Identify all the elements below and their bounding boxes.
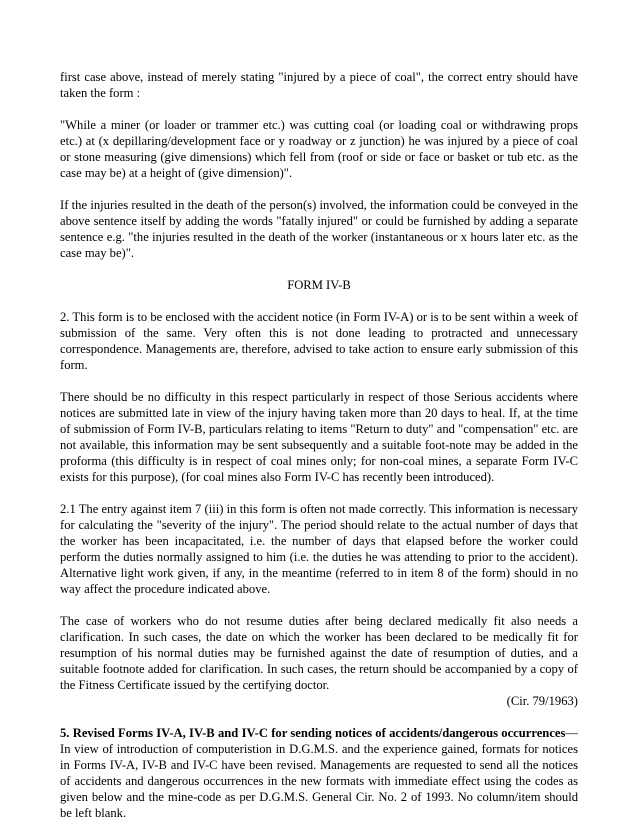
section-5-body: In view of introduction of computeristion in D.G.M.S. and the experience gained, formats for notices in Forms IV-A, IV-B and IV-C have been revised. Managements are requested to send all the notices of accidents and dangerous occurrences in the new formats with immediate effect using the codes as given below and the mine-code as per D.G.M.S. General Cir. No. 2 of 1993. No column/item should be left blank.: [60, 742, 578, 820]
paragraph-form-enclosure: 2. This form is to be enclosed with the accident notice (in Form IV-A) or is to be sent within a week of submission of the same. Very often this is not done leading to protracted and unnecessary correspondence. Managements are, therefore, advised to take action to ensure early submission of this form.: [60, 310, 578, 372]
paragraph-form-entry-intro: first case above, instead of merely stating "injured by a piece of coal", the correct entry should have taken the form :: [60, 70, 578, 100]
paragraph-example-entry: "While a miner (or loader or trammer etc.) was cutting coal (or loading coal or withdrawing props etc.) at (x depillaring/development face or y roadway or z junction) he was injured by a piece of coal or stone measuring (give dimensions) which fell from (roof or side or face or basket or tub etc. as the case may be) at a height of (give dimension)".: [60, 118, 578, 180]
paragraph-fatal-injuries: If the injuries resulted in the death of the person(s) involved, the information could be conveyed in the above sentence itself by adding the words "fatally injured" or could be furnished by adding a separate sentence e.g. "the injuries resulted in the death of the worker (instantaneous or x hours later etc. as the case may be)".: [60, 198, 578, 260]
paragraph-medically-fit: The case of workers who do not resume duties after being declared medically fit also needs a clarification. In such cases, the date on which the worker has been declared to be medically fit for resumption of his normal duties may be furnished against the date of resumption of duties, and a suitable footnote added for clarification. In such cases, the return should be accompanied by a copy of the Fitness Certificate issued by the certifying doctor.: [60, 614, 578, 692]
circular-citation: (Cir. 79/1963): [506, 694, 578, 708]
section-5-paragraph: [60, 725, 578, 821]
section-5-dash: —: [565, 726, 578, 740]
form-iv-b-title: FORM IV-B: [287, 278, 351, 292]
paragraph-item-7-entry: 2.1 The entry against item 7 (iii) in this form is often not made correctly. This information is necessary for calculating the "severity of the injury". The period should relate to the actual number of days that the worker has been incapacitated, i.e. the number of days that elapsed before the worker could perform the duties normally assigned to him (i.e. the duties he was attending to prior to the accident). Alternative light work given, if any, in the meantime (referred to in item 8 of the form) should in no way affect the procedure indicated above.: [60, 502, 578, 596]
document-page: [60, 69, 578, 837]
paragraph-serious-accidents: There should be no difficulty in this respect particularly in respect of those Serious accidents where notices are submitted late in view of the injury having taken more than 20 days to heal. If, at the time of submission of Form IV-B, particulars relating to items "Return to duty" and "compensation" etc. are not available, this information may be sent subsequently and a suitable foot-note may be added in the proforma (this difficulty is in respect of coal mines only; for non-coal mines, a separate Form IV-C exists for this purpose), (for coal mines also Form IV-C has recently been introduced).: [60, 390, 578, 484]
section-5-heading: 5. Revised Forms IV-A, IV-B and IV-C for sending notices of accidents/dangerous occurrences: [60, 726, 566, 740]
